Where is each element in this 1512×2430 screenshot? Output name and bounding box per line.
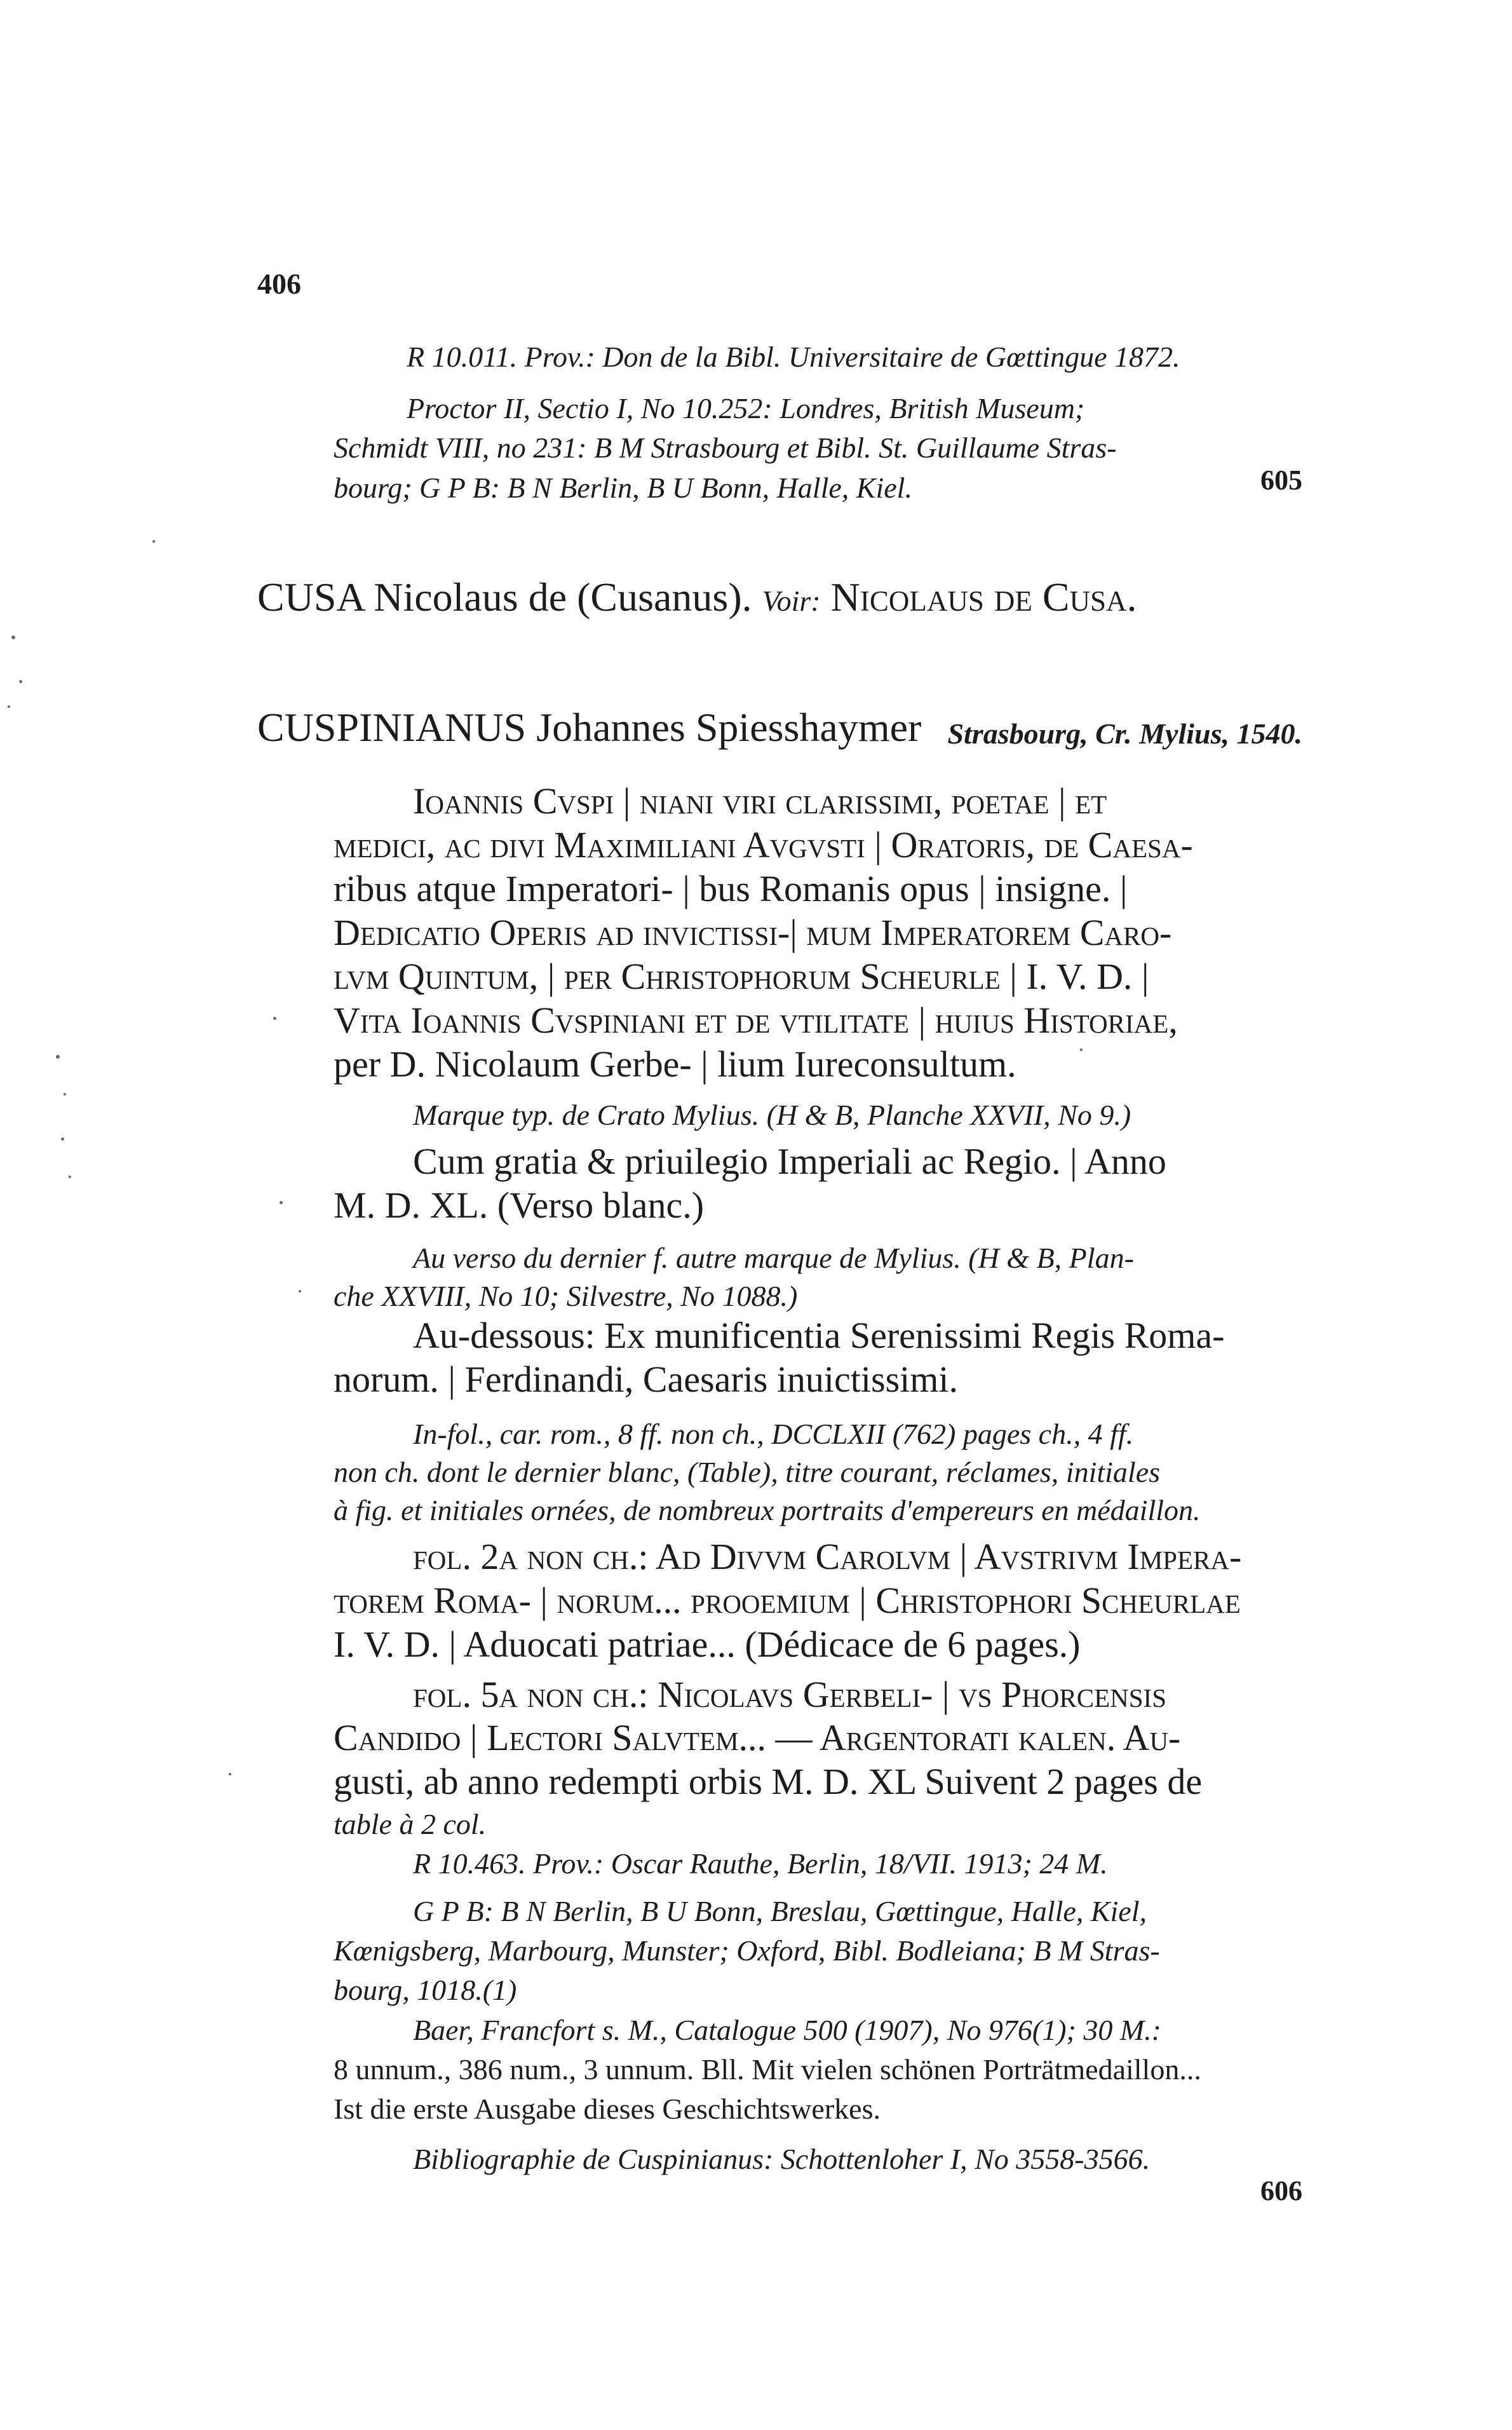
- title-line-1: Ioannis Cvspi | niani viri clarissimi, poetae | et: [413, 780, 1107, 822]
- cusa-name: CUSA: [257, 574, 364, 620]
- title-line-6: Vita Ioannis Cvspiniani et de vtilitate | huius Historiae,: [334, 1000, 1178, 1041]
- gpb-line-3: bourg, 1018.(1): [334, 1974, 517, 2006]
- gpb-line-1: G P B: B N Berlin, B U Bonn, Breslau, Gœttingue, Halle, Kiel,: [413, 1895, 1147, 1927]
- entry-number-605: 605: [1260, 465, 1302, 496]
- cusa-voir: Voir:: [762, 585, 821, 617]
- baer-line-3: Ist die erste Ausgabe dieses Geschichtswerkes.: [334, 2093, 881, 2125]
- provenance-line: R 10.463. Prov.: Oscar Rauthe, Berlin, 18/VII. 1913; 24 M.: [413, 1847, 1108, 1880]
- fol2-line-3: I. V. D. | Aduocati patriae... (Dédicace de 6 pages.): [334, 1624, 1081, 1665]
- fol2-line-1: fol. 2a non ch.: Ad Divvm Carolvm | Avstrivm Impera-: [413, 1536, 1242, 1577]
- infol-line-3: à fig. et initiales ornées, de nombreux portraits d'empereurs en médaillon.: [334, 1494, 1201, 1526]
- gpb-line-2: Kœnigsberg, Marbourg, Munster; Oxford, Bibl. Bodleiana; B M Stras-: [334, 1934, 1160, 1967]
- entry605-line-1: R 10.011. Prov.: Don de la Bibl. Universitaire de Gœttingue 1872.: [407, 341, 1180, 373]
- verso-line-1: Au verso du dernier f. autre marque de Mylius. (H & B, Plan-: [413, 1242, 1134, 1274]
- cusa-text: Nicolaus de (Cusanus).: [374, 574, 752, 620]
- privilege-line-1: Cum gratia & priuilegio Imperiali ac Regio. | Anno: [413, 1141, 1166, 1182]
- fol5-line-4: table à 2 col.: [334, 1808, 487, 1840]
- cuspinianus-imprint: Strasbourg, Cr. Mylius, 1540.: [947, 717, 1302, 750]
- entry-number-606: 606: [1260, 2175, 1302, 2206]
- entry605-line-2: Proctor II, Sectio I, No 10.252: Londres, British Museum;: [407, 392, 1085, 424]
- cusa-reference: Nicolaus de Cusa.: [830, 574, 1137, 620]
- entry605-line-3: Schmidt VIII, no 231: B M Strasbourg et Bibl. St. Guillaume Stras-: [334, 431, 1117, 464]
- baer-line-1: Baer, Francfort s. M., Catalogue 500 (1907), No 976(1); 30 M.:: [413, 2014, 1161, 2046]
- title-line-3: ribus atque Imperatori- | bus Romanis opus | insigne. |: [334, 868, 1128, 909]
- baer-line-2: 8 unnum., 386 num., 3 unnum. Bll. Mit vielen schönen Porträtmedaillon...: [334, 2053, 1201, 2086]
- page-number: 406: [257, 268, 301, 300]
- cusa-heading: [257, 575, 1137, 623]
- title-line-2: medici, ac divi Maximiliani Avgvsti | Oratoris, de Caesa-: [334, 824, 1193, 865]
- dessous-line-1: Au-dessous: Ex munificentia Serenissimi Regis Roma-: [413, 1315, 1225, 1356]
- title-line-7: per D. Nicolaum Gerbe- | lium Iureconsultum.: [334, 1043, 1016, 1085]
- privilege-line-2: M. D. XL. (Verso blanc.): [334, 1184, 705, 1226]
- dessous-line-2: norum. | Ferdinandi, Caesaris inuictissimi.: [334, 1359, 958, 1400]
- verso-line-2: che XXVIII, No 10; Silvestre, No 1088.): [334, 1280, 798, 1312]
- cuspinianus-name: CUSPINIANUS: [257, 705, 527, 750]
- title-line-4: Dedicatio Operis ad invictissi-| mum Imperatorem Caro-: [334, 912, 1172, 953]
- infol-line-2: non ch. dont le dernier blanc, (Table), titre courant, réclames, initiales: [334, 1456, 1161, 1488]
- fol2-line-2: torem Roma- | norum... prooemium | Christophori Scheurlae: [334, 1580, 1241, 1621]
- bibliographie-line: Bibliographie de Cuspinianus: Schottenloher I, No 3558-3566.: [413, 2143, 1151, 2175]
- cuspinianus-heading: [257, 705, 921, 750]
- entry605-line-4: bourg; G P B: B N Berlin, B U Bonn, Halle, Kiel.: [334, 472, 912, 504]
- cuspinianus-text: Johannes Spiesshaymer: [536, 705, 922, 750]
- fol5-line-3: gusti, ab anno redempti orbis M. D. XL Suivent 2 pages de: [334, 1761, 1203, 1802]
- title-line-5: lvm Quintum, | per Christophorum Scheurle | I. V. D. |: [334, 956, 1149, 997]
- fol5-line-1: fol. 5a non ch.: Nicolavs Gerbeli- | vs Phorcensis: [413, 1674, 1167, 1715]
- fol5-line-2: Candido | Lectori Salvtem... — Argentorati kalen. Au-: [334, 1717, 1181, 1758]
- marque-line: Marque typ. de Crato Mylius. (H & B, Planche XXVII, No 9.): [413, 1099, 1131, 1131]
- infol-line-1: In-fol., car. rom., 8 ff. non ch., DCCLXII (762) pages ch., 4 ff.: [413, 1418, 1134, 1450]
